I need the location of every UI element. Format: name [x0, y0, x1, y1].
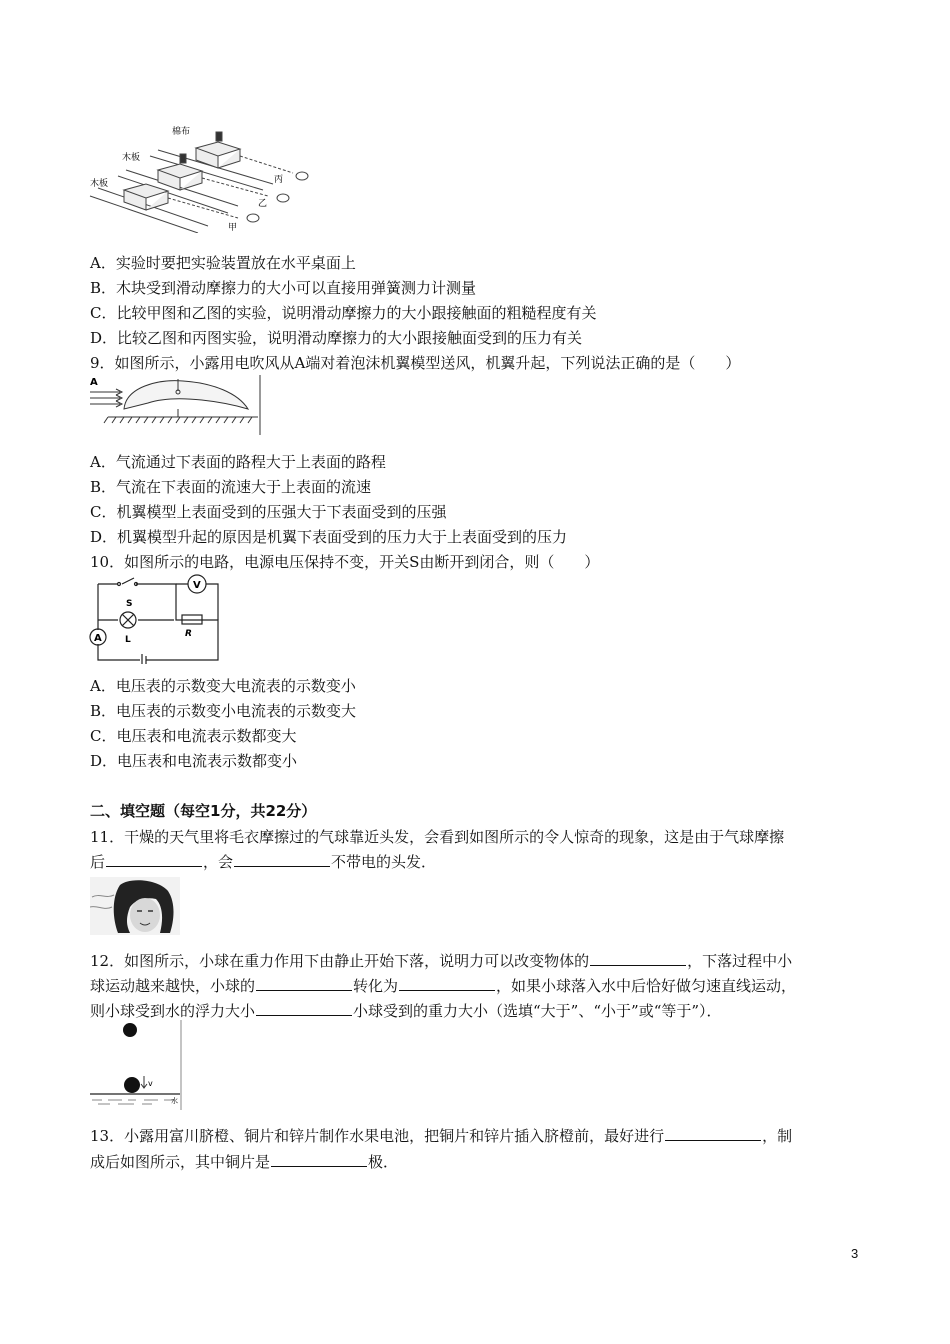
q12-text-1b: ，下落过程中小 — [687, 952, 793, 970]
q12-blank-1[interactable] — [590, 951, 686, 966]
q9-stem: 9．如图所示，小露用电吹风从A端对着泡沫机翼模型送风，机翼升起，下列说法正确的是（ ） — [90, 354, 741, 372]
q9-option-b: B．气流在下表面的流速大于上表面的流速 — [90, 478, 372, 496]
label-bing: 丙 — [274, 175, 284, 185]
q9-option-a: A．气流通过下表面的路程大于上表面的路程 — [90, 453, 386, 471]
q12-blank-2[interactable] — [256, 976, 352, 991]
falling-ball-figure — [88, 1020, 188, 1110]
q12-text-2a: 球运动越来越快，小球的 — [90, 977, 256, 995]
q12-blank-4[interactable] — [256, 1001, 352, 1016]
q12-text-1a: 12．如图所示，小球在重力作用下由静止开始下落，说明力可以改变物体的 — [90, 952, 590, 970]
q13-text-1a: 13．小露用富川脐橙、铜片和锌片制作水果电池，把铜片和锌片插入脐橙前，最好进行 — [90, 1127, 665, 1145]
q13-line1 — [90, 1125, 792, 1146]
q10-stem: 10．如图所示的电路，电源电压保持不变，开关S由断开到闭合，则（ ） — [90, 553, 600, 571]
q12-blank-3[interactable] — [399, 976, 495, 991]
q13-line2 — [90, 1151, 398, 1172]
q11-blank-1[interactable] — [106, 852, 202, 867]
q9-option-c: C．机翼模型上表面受到的压强大于下表面受到的压强 — [90, 503, 447, 521]
label-jia: 甲 — [228, 223, 238, 233]
q12-text-2c: ，如果小球落入水中后恰好做匀速直线运动， — [496, 977, 797, 995]
q8-option-c: C．比较甲图和乙图的实验，说明滑动摩擦力的大小跟接触面的粗糙程度有关 — [90, 304, 597, 322]
q11-line1: 11．干燥的天气里将毛衣摩擦过的气球靠近头发，会看到如图所示的令人惊奇的现象，这是由于气球摩擦 — [90, 828, 785, 846]
label-lamp-l: L — [125, 635, 131, 645]
q10-option-b: B．电压表的示数变小电流表的示数变大 — [90, 702, 357, 720]
q12-line2 — [90, 975, 796, 996]
page-number: 3 — [851, 1246, 859, 1261]
q11-text-a: 后 — [90, 853, 106, 871]
q12-text-3a: 则小球受到水的浮力大小 — [90, 1002, 256, 1020]
q13-blank-1[interactable] — [665, 1126, 761, 1141]
q10-option-c: C．电压表和电流表示数都变大 — [90, 727, 297, 745]
q10-option-d: D．电压表和电流表示数都变小 — [90, 752, 298, 770]
label-velocity-v: v — [148, 1079, 153, 1088]
q8-option-b: B．木块受到滑动摩擦力的大小可以直接用弹簧测力计测量 — [90, 279, 477, 297]
q13-text-2a: 成后如图所示，其中铜片是 — [90, 1153, 271, 1171]
label-cotton: 棉布 — [172, 127, 191, 137]
q12-line1 — [90, 950, 792, 971]
q8-option-a: A．实验时要把实验装置放在水平桌面上 — [90, 254, 356, 272]
circuit-figure — [86, 572, 226, 664]
label-board-a: 木板 — [90, 179, 109, 189]
label-yi: 乙 — [258, 199, 268, 209]
friction-experiment-figure — [88, 118, 318, 233]
wing-label-a: A — [90, 377, 98, 388]
q11-blank-2[interactable] — [234, 852, 330, 867]
hair-photo-figure — [90, 877, 180, 935]
q13-text-2b: 极． — [368, 1153, 399, 1171]
q10-option-a: A．电压表的示数变大电流表的示数变小 — [90, 677, 356, 695]
q12-text-2b: 转化为 — [353, 977, 399, 995]
q9-option-d: D．机翼模型升起的原因是机翼下表面受到的压力大于上表面受到的压力 — [90, 528, 568, 546]
label-ammeter-a: A — [94, 633, 102, 644]
q11-line2 — [90, 851, 436, 872]
section-title: 二、填空题（每空1分，共22分） — [90, 802, 317, 820]
q11-text-b: ，会 — [203, 853, 234, 871]
q12-text-3b: 小球受到的重力大小（选填“大于”、“小于”或“等于”）． — [353, 1002, 722, 1020]
label-switch-s: S — [126, 599, 133, 609]
q11-text-c: 不带电的头发． — [331, 853, 437, 871]
label-voltmeter-v: V — [193, 580, 201, 591]
wing-model-figure — [88, 373, 263, 435]
label-water: 水 — [171, 1097, 178, 1105]
label-board-b: 木板 — [122, 153, 141, 163]
q13-blank-2[interactable] — [271, 1152, 367, 1167]
label-resistor-r: R — [185, 629, 192, 639]
q12-line3 — [90, 1000, 722, 1021]
q8-option-d: D．比较乙图和丙图实验，说明滑动摩擦力的大小跟接触面受到的压力有关 — [90, 329, 583, 347]
q13-text-1b: ，制 — [762, 1127, 793, 1145]
